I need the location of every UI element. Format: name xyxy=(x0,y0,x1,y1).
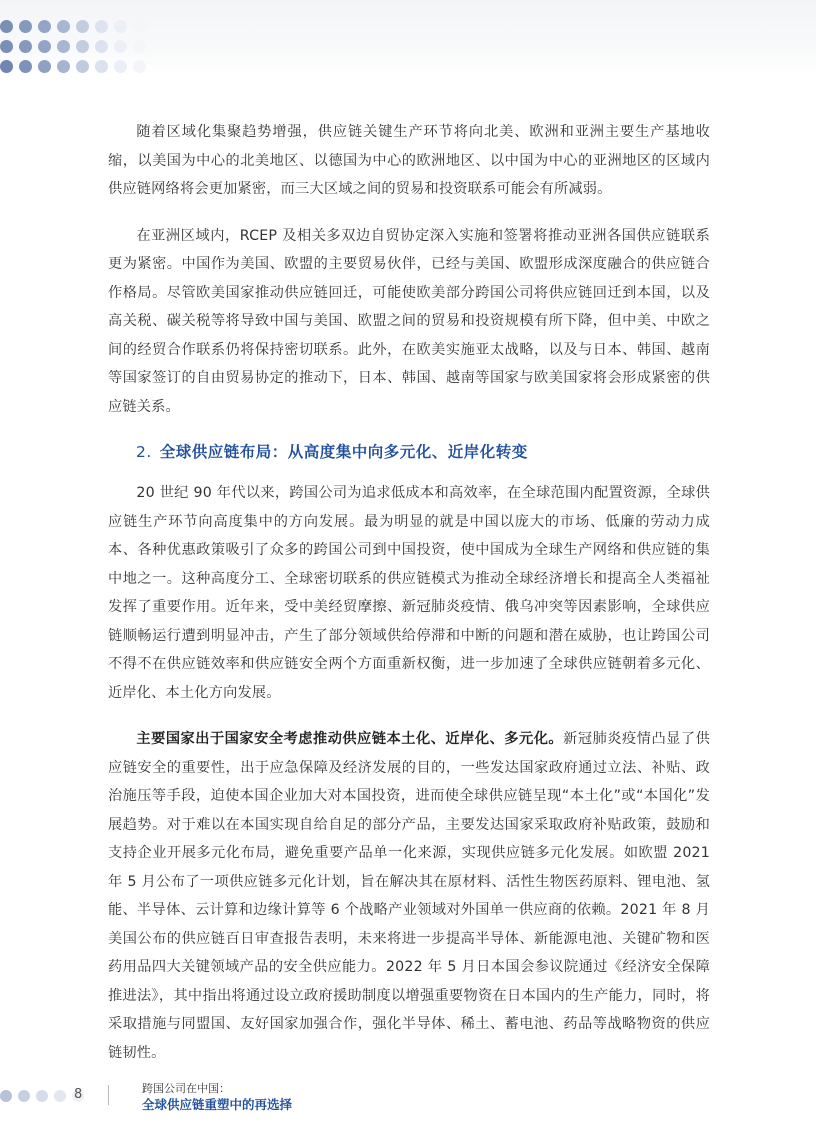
header-dot xyxy=(133,20,146,33)
header-dot xyxy=(76,60,89,73)
section-heading xyxy=(108,439,710,465)
header-dot xyxy=(114,20,127,33)
header-dot xyxy=(0,40,13,53)
header-dot xyxy=(95,60,108,73)
paragraph-body-text: 新冠肺炎疫情凸显了供应链安全的重要性，出于应急保障及经济发展的目的，一些发达国家政府通过立法、补贴、政治施压等手段，迫使本国企业加大对本国投资，进而使全球供应链呈现“本土化”或“本国化”发展趋势。对于难以在本国实现自给自足的部分产品，主要发达国家采取政府补贴政策，鼓励和支持企业开展多元化布局，避免重要产品单一化来源，实现供应链多元化发展。如欧盟 2021 年 5 月公布了一项供应链多元化计划，旨在解决其在原材料、活性生物医药原料、锂电池、氢能、半导体、云计算和边缘计算等 6 个战略产业领域对外国单一供应商的依赖。2021 年 8 月美国公布的供应链百日审查报告表明，未来将进一步提高半导体、新能源电池、关键矿物和医药用品四大关键领域产品的安全供应能力。2022 年 5 月日本国会参议院通过《经济安全保障推进法》，其中指出将通过设立政府援助制度以增强重要物资在日本国内的生产能力，同时，将采取措施与同盟国、友好国家加强合作，强化半导体、稀土、蓄电池、药品等战略物资的供应链韧性。 xyxy=(108,731,710,1061)
header-dot xyxy=(57,60,70,73)
paragraph-global-layout: 20 世纪 90 年代以来，跨国公司为追求低成本和高效率，在全球范围内配置资源，全球供应链生产环节向高度集中的方向发展。最为明显的就是中国以庞大的市场、低廉的劳动力成本、各种优惠政策吸引了众多的跨国公司到中国投资，使中国成为全球生产网络和供应链的集中地之一。这种高度分工、全球密切联系的供应链模式为推动全球经济增长和提高全人类福祉发挥了重要作用。近年来，受中美经贸摩擦、新冠肺炎疫情、俄乌冲突等因素影响，全球供应链顺畅运行遭到明显冲击，产生了部分领域供给停滞和中断的问题和潜在威胁，也让跨国公司不得不在供应链效率和供应链安全两个方面重新权衡，进一步加速了全球供应链朝着多元化、近岸化、本土化方向发展。 xyxy=(108,485,710,701)
footer-dot xyxy=(36,1090,48,1102)
header-dot xyxy=(95,40,108,53)
footer-series-title: 跨国公司在中国： xyxy=(142,1082,230,1095)
footer-dot xyxy=(0,1090,12,1102)
header-dot xyxy=(0,20,13,33)
footer-dot-pattern xyxy=(0,1090,84,1102)
header-dot xyxy=(38,60,51,73)
header-dot xyxy=(133,40,146,53)
header-dot xyxy=(38,40,51,53)
header-dot xyxy=(114,40,127,53)
header-dot xyxy=(19,40,32,53)
footer-dot xyxy=(18,1090,30,1102)
section-title-text: 全球供应链布局：从高度集中向多元化、近岸化转变 xyxy=(159,443,528,461)
header-dot xyxy=(95,20,108,33)
footer-divider xyxy=(108,1085,109,1105)
header-dot xyxy=(114,60,127,73)
paragraph-asia-region: 在亚洲区域内，RCEP 及相关多双边自贸协定深入实施和签署将推动亚洲各国供应链联系更为紧密。中国作为美国、欧盟的主要贸易伙伴，已经与美国、欧盟形成深度融合的供应链合作格局。尽管欧美国家推动供应链回迁，可能使欧美部分跨国公司将供应链回迁到本国，以及高关税、碳关税等将导致中国与美国、欧盟之间的贸易和投资规模有所下降，但中美、中欧之间的经贸合作联系仍将保持密切联系。此外，在欧美实施亚太战略，以及与日本、韩国、越南等国家签订的自由贸易协定的推动下，日本、韩国、越南等国家与欧美国家将会形成紧密的供应链关系。 xyxy=(108,227,710,415)
section-number: 2. xyxy=(136,443,152,461)
header-dot xyxy=(76,40,89,53)
header-dot xyxy=(133,60,146,73)
header-dot xyxy=(19,60,32,73)
page-footer xyxy=(0,1082,816,1122)
header-dot xyxy=(38,20,51,33)
page-content xyxy=(108,118,710,1085)
header-dot xyxy=(19,20,32,33)
footer-book-title: 全球供应链重塑中的再选择 xyxy=(142,1097,293,1112)
footer-dot xyxy=(54,1090,66,1102)
page-number: 8 xyxy=(74,1087,83,1102)
paragraph-lead-sentence: 主要国家出于国家安全考虑推动供应链本土化、近岸化、多元化。 xyxy=(136,731,564,747)
header-dot xyxy=(76,20,89,33)
header-dot xyxy=(0,60,13,73)
header-dot xyxy=(57,20,70,33)
paragraph-national-security xyxy=(108,725,710,1067)
header-dot-pattern xyxy=(0,20,146,80)
header-dot xyxy=(57,40,70,53)
paragraph-regionalization: 随着区域化集聚趋势增强，供应链关键生产环节将向北美、欧洲和亚洲主要生产基地收缩，以美国为中心的北美地区、以德国为中心的欧洲地区、以中国为中心的亚洲地区的区域内供应链网络将会更加紧密，而三大区域之间的贸易和投资联系可能会有所减弱。 xyxy=(108,124,710,197)
